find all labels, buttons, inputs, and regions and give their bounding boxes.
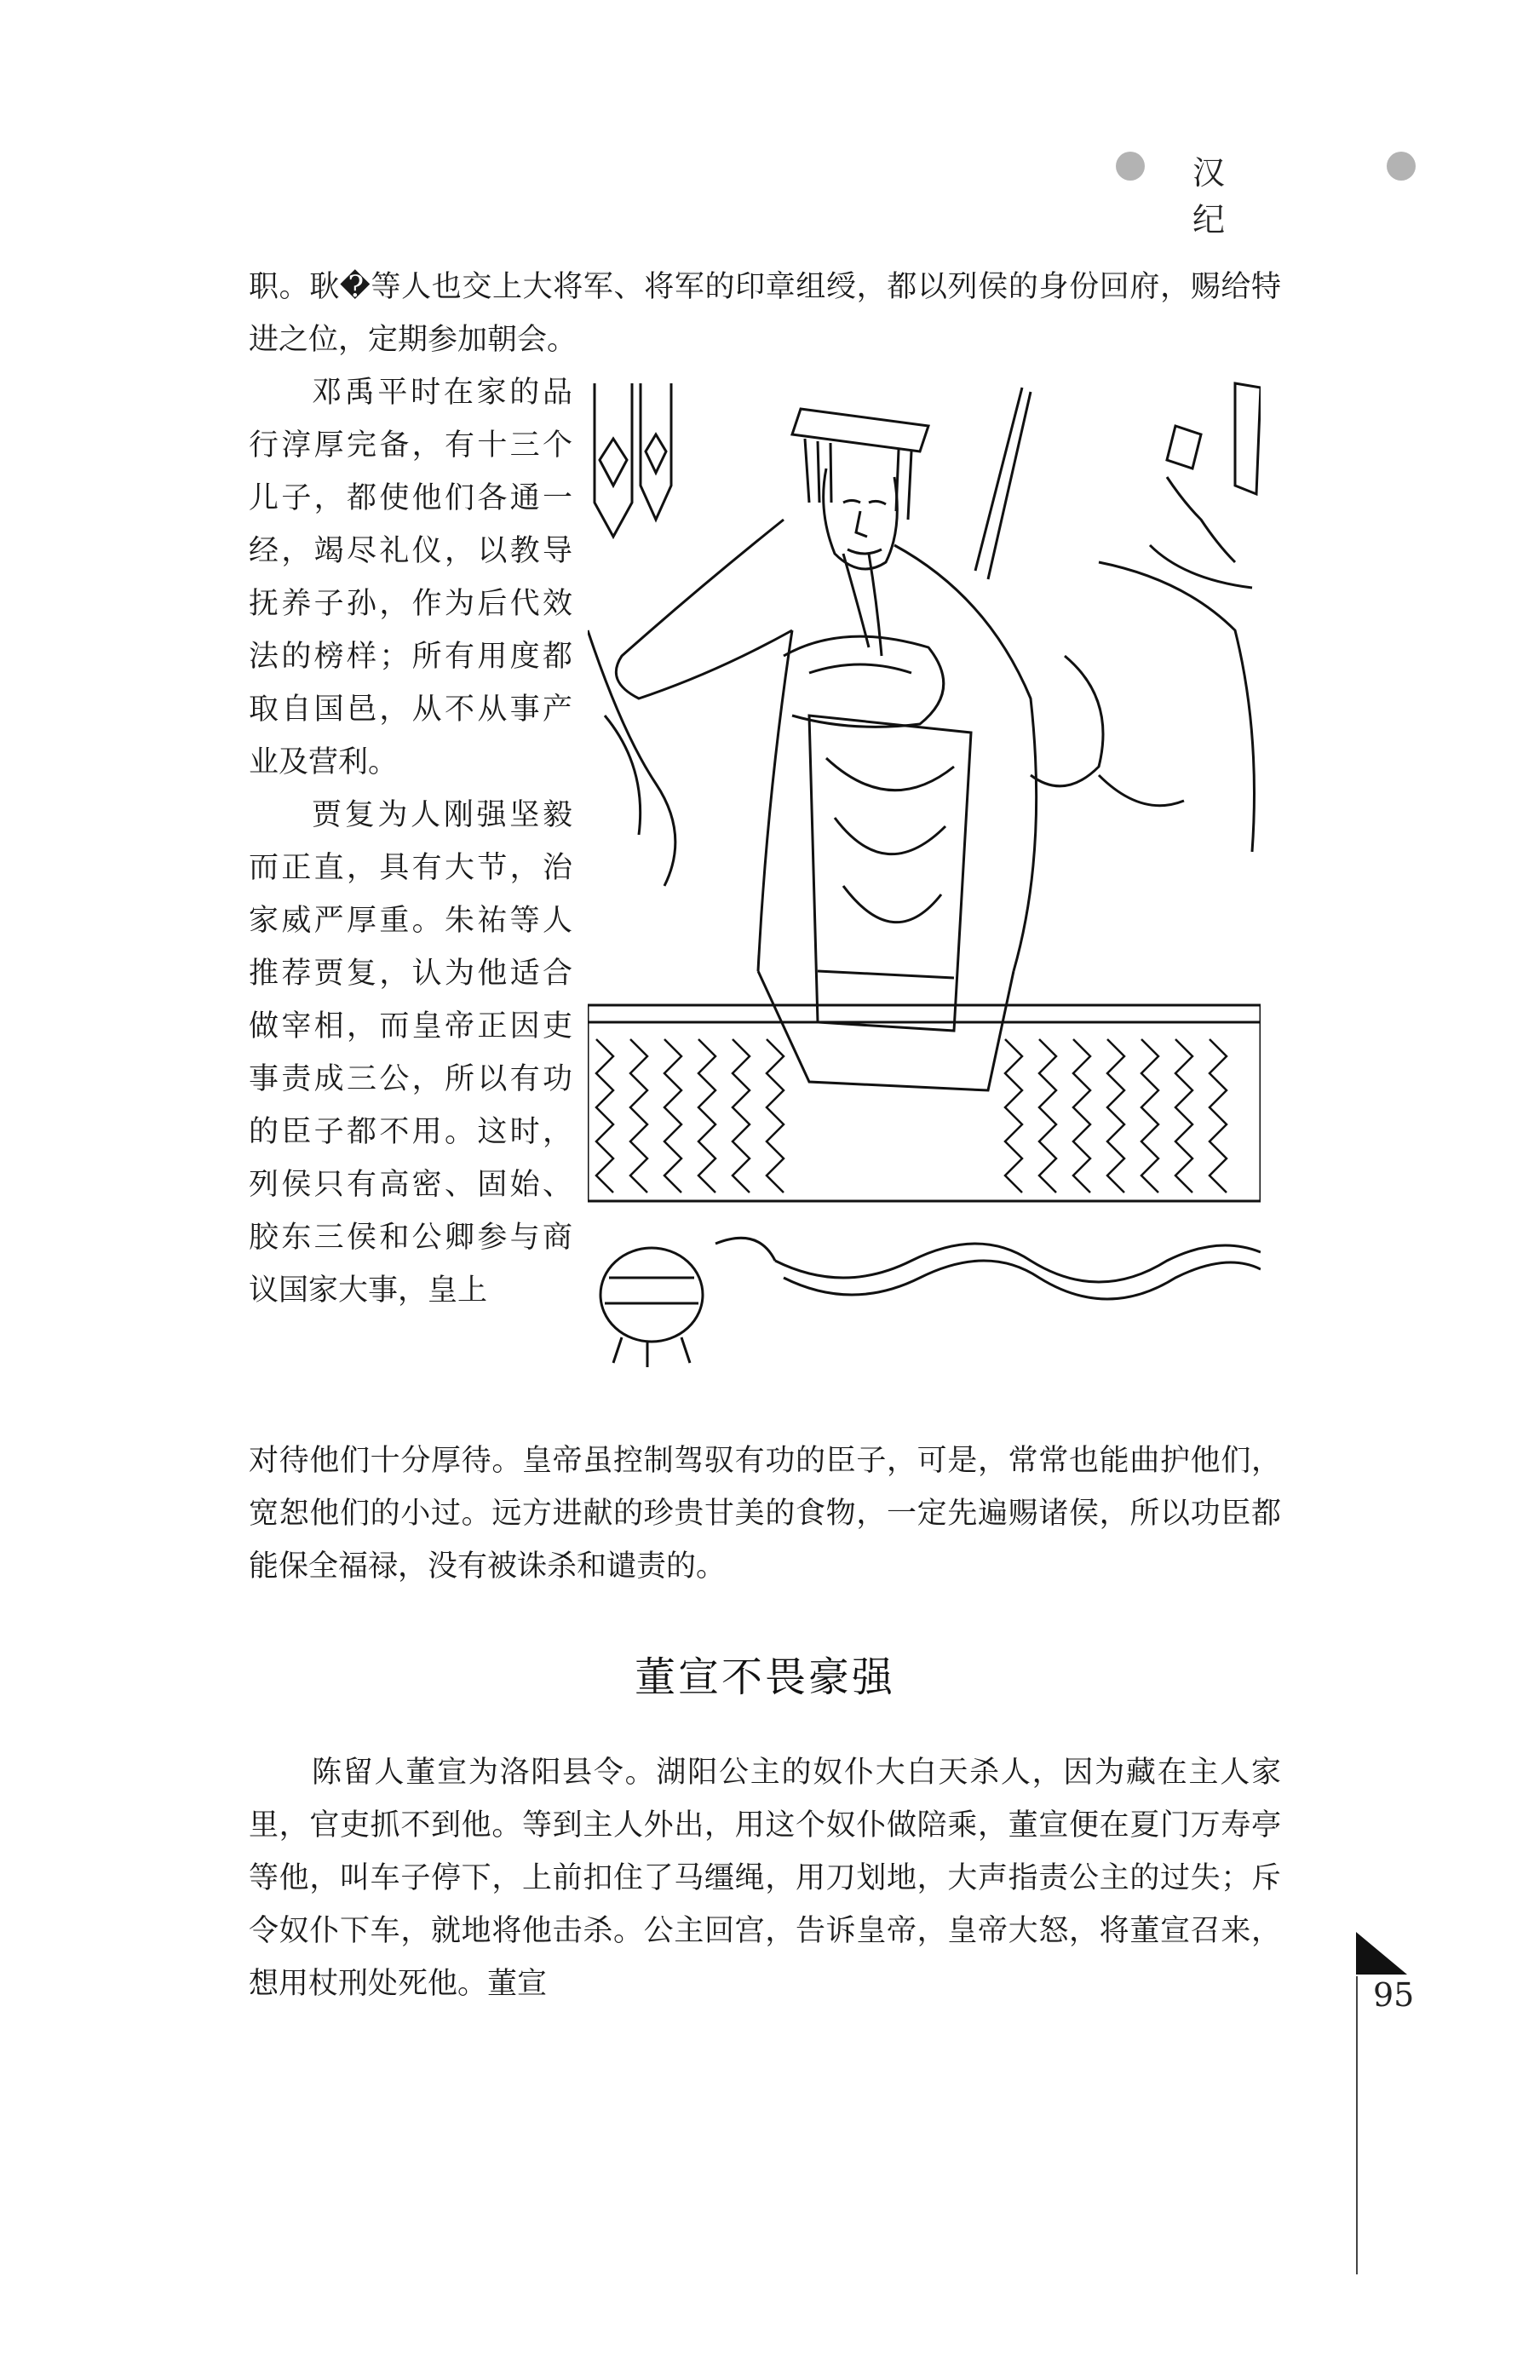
running-header bbox=[1107, 143, 1431, 239]
page-number: 95 bbox=[1373, 1976, 1415, 2014]
paragraph-5: 陈留人董宣为洛阳县令。湖阳公主的奴仆大白天杀人，因为藏在主人家里，官吏抓不到他。等到主人外出，用这个奴仆做陪乘，董宣便在夏门万寿亭等他，叫车子停下，上前扣住了马缰绳，用刀划地，大声指责公主的过失；斥令奴仆下车，就地将他击杀。公主回宫，告诉皇帝，皇帝大怒，将董宣召来，想用杖刑处死他。董宣 bbox=[249, 1756, 1281, 2001]
page-rule bbox=[1356, 1976, 1358, 2274]
paragraph-4: 对待他们十分厚待。皇帝虽控制驾驭有功的臣子，可是，常常也能曲护他们，宽恕他们的小过。远方进献的珍贵甘美的食物，一定先遍赐诸侯，所以功臣都能保全福禄，没有被诛杀和谴责的。 bbox=[249, 1444, 1281, 1584]
running-header-title: 汉 纪 bbox=[1192, 154, 1284, 239]
illustration-emperor bbox=[588, 375, 1261, 1397]
paragraph-2: 邓禹平时在家的品行淳厚完备，有十三个儿子，都使他们各通一经，竭尽礼仪，以教导抚养子孙，作为后代效法的榜样；所有用度都取自国邑，从不从事产业及营利。 bbox=[249, 376, 572, 779]
section-heading: 董宣不畏豪强 bbox=[634, 1653, 895, 1701]
header-dot-left bbox=[1116, 152, 1145, 181]
page-corner-triangle-icon bbox=[1356, 1932, 1407, 1975]
paragraph-3: 贾复为人刚强坚毅而正直，具有大节，治家威严厚重。朱祐等人推荐贾复，认为他适合做宰相，而皇帝正因吏事责成三公，所以有功的臣子都不用。这时，列侯只有高密、固始、胶东三侯和公卿参与商议国家大事，皇上 bbox=[249, 798, 572, 1308]
header-dot-right bbox=[1387, 152, 1416, 181]
paragraph-1: 职。耿�等人也交上大将军、将军的印章组绶，都以列侯的身份回府，赐给特进之位，定期参加朝会。 bbox=[249, 270, 1281, 357]
left-column bbox=[249, 366, 572, 1317]
